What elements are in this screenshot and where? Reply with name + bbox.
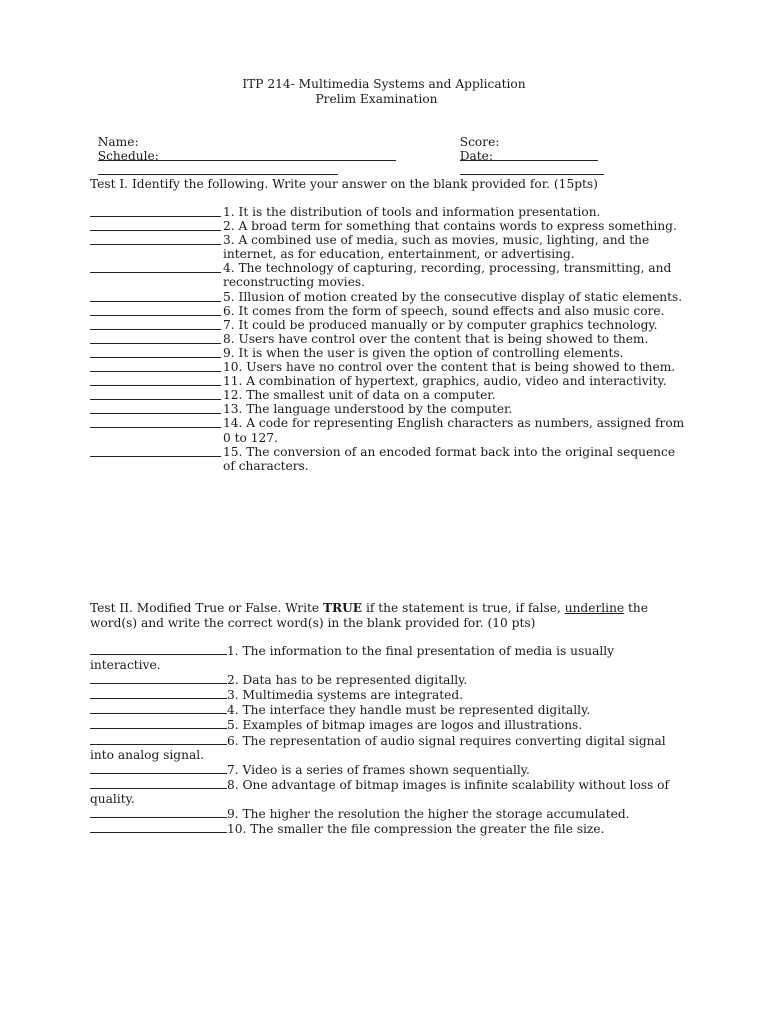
answer-blank[interactable] (90, 717, 227, 729)
name-label: Name: (97, 135, 139, 149)
date-field[interactable] (452, 135, 604, 178)
test2-instr-true: TRUE (322, 601, 363, 615)
test2-item (90, 643, 670, 672)
test1-item (90, 304, 690, 318)
answer-blank[interactable] (90, 643, 227, 655)
answer-blank[interactable] (90, 304, 221, 316)
item-text: 11. A combination of hypertext, graphics, audio, video and interactivity. (223, 374, 667, 389)
answer-blank[interactable] (90, 388, 221, 400)
test1-item (90, 374, 690, 388)
test1-item (90, 445, 690, 473)
answer-blank[interactable] (90, 219, 221, 231)
answer-blank[interactable] (90, 332, 221, 344)
answer-blank[interactable] (90, 821, 227, 833)
test2-item (90, 777, 670, 806)
answer-blank[interactable] (90, 290, 221, 302)
test1-item (90, 261, 690, 289)
answer-blank[interactable] (90, 374, 221, 386)
item-text: 6. The representation of audio signal requires converting digital signal into analog signal. (90, 733, 666, 762)
test2-item (90, 733, 670, 762)
item-text: 1. The information to the final presentation of media is usually interactive. (90, 644, 615, 673)
item-text: 7. It could be produced manually or by computer graphics technology. (223, 317, 658, 332)
answer-blank[interactable] (90, 762, 227, 774)
item-text: 14. A code for representing English characters as numbers, assigned from 0 to 127. (223, 416, 685, 445)
item-text: 10. The smaller the file compression the greater the file size. (227, 822, 605, 837)
score-label: Score: (459, 135, 500, 149)
answer-blank[interactable] (90, 687, 227, 699)
answer-blank[interactable] (90, 205, 221, 217)
date-blank[interactable] (460, 163, 604, 175)
item-text: 12. The smallest unit of data on a computer. (223, 388, 496, 403)
item-text: 15. The conversion of an encoded format back into the original sequence of characters. (223, 444, 676, 473)
item-text: 2. Data has to be represented digitally. (227, 673, 468, 688)
answer-blank[interactable] (90, 806, 227, 818)
exam-subtitle: Prelim Examination (315, 92, 438, 106)
item-text: 8. One advantage of bitmap images is infinite scalability without loss of quality. (90, 777, 670, 806)
answer-blank[interactable] (90, 233, 221, 245)
answer-blank[interactable] (90, 402, 221, 414)
item-text: 3. A combined use of media, such as movies, music, lighting, and the internet, as for education, entertainment, or advertising. (223, 233, 650, 262)
test2-instr-part2: if the statement is true, if false, (362, 601, 565, 615)
test1-item (90, 205, 690, 219)
item-text: 1. It is the distribution of tools and information presentation. (223, 205, 601, 219)
item-text: 10. Users have no control over the content that is being showed to them. (223, 360, 676, 375)
schedule-field[interactable] (90, 135, 338, 178)
test2-item (90, 717, 670, 732)
test2-list (90, 643, 670, 836)
item-text: 5. Illusion of motion created by the consecutive display of static elements. (223, 289, 683, 304)
test2-item (90, 702, 670, 717)
test2-instr-part1: Test II. Modified True or False. Write (90, 601, 323, 615)
test1-item (90, 416, 690, 444)
answer-blank[interactable] (90, 346, 221, 358)
answer-blank[interactable] (90, 416, 221, 428)
answer-blank[interactable] (90, 445, 221, 457)
item-text: 9. It is when the user is given the option of controlling elements. (223, 345, 624, 360)
test1-item (90, 290, 690, 304)
test1-item (90, 388, 690, 402)
exam-title: ITP 214- Multimedia Systems and Application (242, 77, 526, 91)
test1-item (90, 233, 690, 261)
test1-list (90, 205, 690, 473)
answer-blank[interactable] (90, 733, 227, 745)
test2-instr-underline: underline (564, 601, 625, 615)
test1-item (90, 318, 690, 332)
item-text: 5. Examples of bitmap images are logos and illustrations. (227, 718, 583, 733)
answer-blank[interactable] (90, 360, 221, 372)
answer-blank[interactable] (90, 261, 221, 273)
item-text: 4. The technology of capturing, recording, processing, transmitting, and reconstructing movies. (223, 261, 672, 290)
answer-blank[interactable] (90, 702, 227, 714)
test1-instructions: Test I. Identify the following. Write your answer on the blank provided for. (15pts) (90, 177, 598, 191)
item-text: 4. The interface they handle must be represented digitally. (227, 703, 591, 718)
item-text: 8. Users have control over the content that is being showed to them. (223, 331, 649, 346)
test1-item (90, 219, 690, 233)
date-label: Date: (459, 149, 494, 163)
exam-header (0, 77, 768, 107)
item-text: 7. Video is a series of frames shown sequentially. (227, 762, 530, 777)
test2-instructions (90, 601, 680, 631)
answer-blank[interactable] (90, 672, 227, 684)
test1-item (90, 360, 690, 374)
test2-item (90, 672, 670, 687)
test2-item (90, 762, 670, 777)
answer-blank[interactable] (90, 777, 227, 789)
test2-instr-part3: the word(s) and write the correct word(s) in the blank provided for. (10 pts) (90, 601, 648, 630)
test1-item (90, 402, 690, 416)
item-text: 6. It comes from the form of speech, sound effects and also music core. (223, 303, 665, 318)
schedule-blank[interactable] (98, 163, 338, 175)
schedule-label: Schedule: (97, 149, 159, 163)
answer-blank[interactable] (90, 318, 221, 330)
test2-item (90, 687, 670, 702)
item-text: 3. Multimedia systems are integrated. (227, 688, 464, 703)
test1-item (90, 346, 690, 360)
test1-item (90, 332, 690, 346)
item-text: 9. The higher the resolution the higher the storage accumulated. (227, 807, 630, 822)
test2-item (90, 821, 670, 836)
item-text: 13. The language understood by the computer. (223, 402, 513, 417)
item-text: 2. A broad term for something that contains words to express something. (223, 219, 677, 234)
test2-item (90, 806, 670, 821)
